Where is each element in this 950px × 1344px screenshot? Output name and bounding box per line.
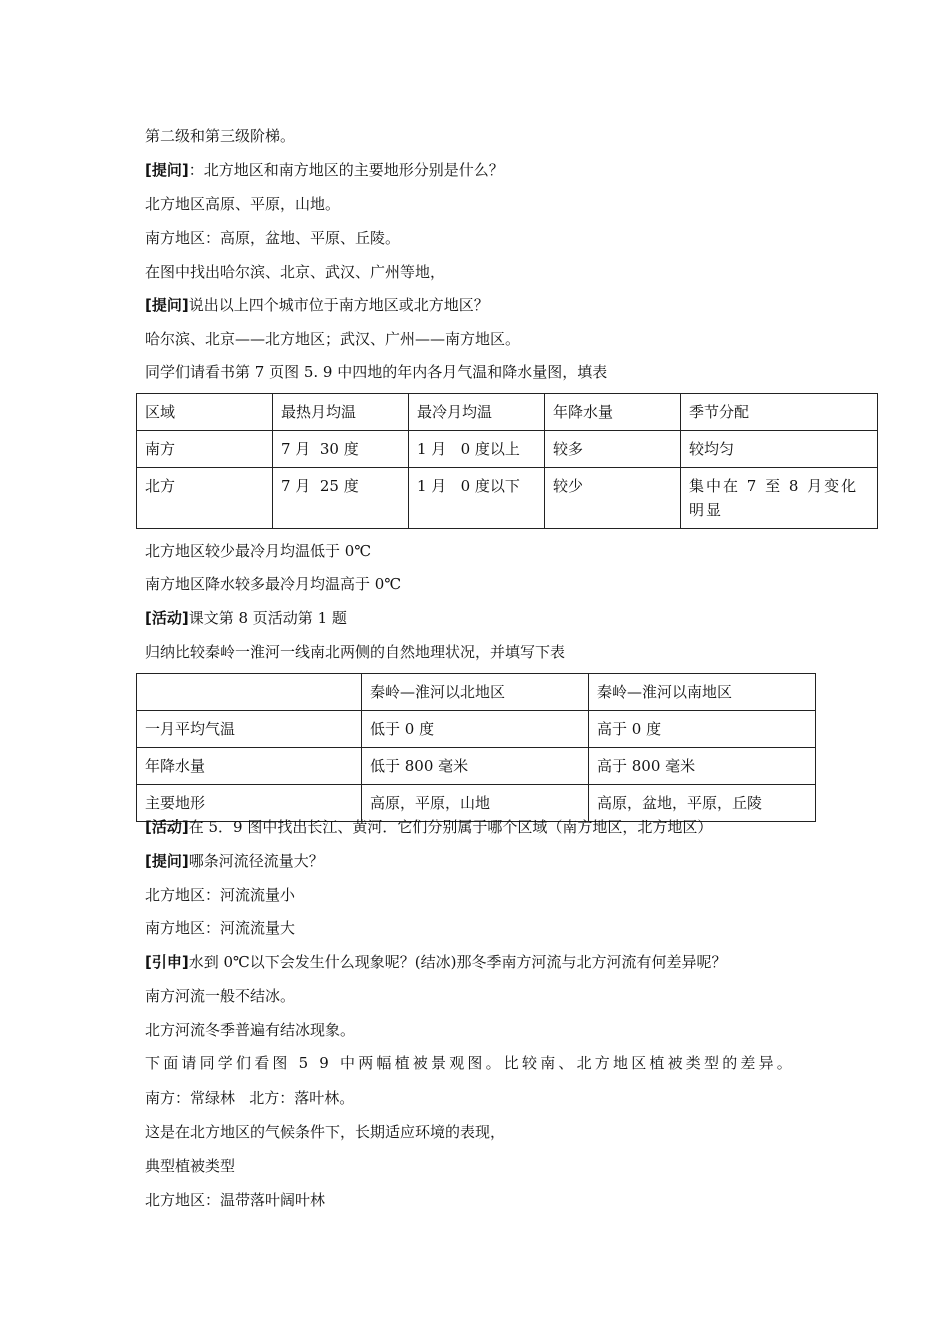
extension-tag: [引申] bbox=[145, 953, 189, 971]
instruction-vegetation: 下面请同学们看图 5 9 中两幅植被景观图。比较南、北方地区植被类型的差异。 bbox=[145, 1054, 795, 1072]
table-cell: 低于 0 度 bbox=[362, 711, 589, 748]
question-text: ：北方地区和南方地区的主要地形分别是什么？ bbox=[188, 161, 504, 179]
table-row bbox=[137, 748, 816, 785]
table-header-row bbox=[137, 394, 878, 431]
table-cell: 主要地形 bbox=[137, 785, 362, 822]
table-cell: 低于 800 毫米 bbox=[362, 748, 589, 785]
answer-north-vegetation: 北方地区：温带落叶阔叶林 bbox=[145, 1191, 326, 1209]
instruction-find-cities: 在图中找出哈尔滨、北京、武汉、广州等地， bbox=[145, 263, 446, 281]
table-cell: 7 月 25 度 bbox=[273, 468, 409, 529]
table-cell: 高原，平原，山地 bbox=[362, 785, 589, 822]
answer-north-runoff: 北方地区：河流流量小 bbox=[145, 886, 296, 904]
activity-text: 在 5．9 图中找出长江、黄河．它们分别属于哪个区域（南方地区，北方地区） bbox=[188, 818, 713, 836]
table-row bbox=[137, 711, 816, 748]
question-tag: [提问] bbox=[145, 296, 189, 314]
extension-text: 水到 0℃以下会发生什么现象呢？(结冰)那冬季南方河流与北方河流有何差异呢？ bbox=[188, 953, 727, 971]
paragraph-adaptation: 这是在北方地区的气候条件下，长期适应环境的表现， bbox=[145, 1123, 506, 1141]
table-cell: 7 月 30 度 bbox=[273, 431, 409, 468]
table-cell: 高于 800 毫米 bbox=[589, 748, 816, 785]
question-tag: [提问] bbox=[145, 852, 189, 870]
qinling-table bbox=[136, 673, 816, 822]
table-cell: 高原，盆地，平原，丘陵 bbox=[589, 785, 816, 822]
activity-1 bbox=[145, 608, 347, 628]
table-cell: 南方 bbox=[137, 431, 273, 468]
activity-tag: [活动] bbox=[145, 609, 189, 627]
summary-north: 北方地区较少最冷月均温低于 0℃ bbox=[145, 542, 372, 560]
table-cell: 较均匀 bbox=[681, 431, 878, 468]
answer-north-terrain: 北方地区高原、平原，山地。 bbox=[145, 195, 341, 213]
table-cell: 1 月 0 度以下 bbox=[409, 468, 545, 529]
table-row bbox=[137, 431, 878, 468]
answer-vegetation: 南方：常绿林 北方：落叶林。 bbox=[145, 1089, 355, 1107]
climate-table bbox=[136, 393, 878, 529]
answer-south-runoff: 南方地区：河流流量大 bbox=[145, 919, 296, 937]
answer-south-terrain: 南方地区：高原，盆地、平原、丘陵。 bbox=[145, 229, 401, 247]
header-cell: 秦岭—淮河以北地区 bbox=[362, 674, 589, 711]
activity-text: 课文第 8 页活动第 1 题 bbox=[188, 609, 347, 627]
table-row bbox=[137, 785, 816, 822]
answer-south-rivers: 南方河流一般不结冰。 bbox=[145, 987, 296, 1005]
header-cell: 区域 bbox=[137, 394, 273, 431]
table-cell: 较少 bbox=[545, 468, 681, 529]
question-text: 说出以上四个城市位于南方地区或北方地区？ bbox=[188, 296, 489, 314]
header-cell: 最热月均温 bbox=[273, 394, 409, 431]
question-terrain bbox=[145, 160, 504, 180]
table-row bbox=[137, 468, 878, 529]
instruction-fill-table: 同学们请看书第 7 页图 5. 9 中四地的年内各月气温和降水量图，填表 bbox=[145, 363, 608, 381]
summary-south: 南方地区降水较多最冷月均温高于 0℃ bbox=[145, 575, 402, 593]
header-cell bbox=[137, 674, 362, 711]
table-cell: 集中在 7 至 8 月变化明显 bbox=[681, 468, 878, 529]
heading-vegetation-type: 典型植被类型 bbox=[145, 1157, 236, 1175]
instruction-compare: 归纳比较秦岭一淮河一线南北两侧的自然地理状况，并填写下表 bbox=[145, 643, 566, 661]
header-cell: 年降水量 bbox=[545, 394, 681, 431]
header-cell: 季节分配 bbox=[681, 394, 878, 431]
question-cities bbox=[145, 295, 489, 315]
header-cell: 最冷月均温 bbox=[409, 394, 545, 431]
table-cell: 高于 0 度 bbox=[589, 711, 816, 748]
table-cell: 一月平均气温 bbox=[137, 711, 362, 748]
question-text: 哪条河流径流量大？ bbox=[188, 852, 324, 870]
table-cell: 1 月 0 度以上 bbox=[409, 431, 545, 468]
table-cell: 年降水量 bbox=[137, 748, 362, 785]
question-runoff bbox=[145, 851, 324, 871]
answer-north-rivers: 北方河流冬季普遍有结冰现象。 bbox=[145, 1021, 356, 1039]
activity-tag: [活动] bbox=[145, 818, 189, 836]
table-cell: 较多 bbox=[545, 431, 681, 468]
table-header-row bbox=[137, 674, 816, 711]
header-cell: 秦岭—淮河以南地区 bbox=[589, 674, 816, 711]
paragraph-step-note: 第二级和第三级阶梯。 bbox=[145, 127, 296, 145]
answer-cities: 哈尔滨、北京——北方地区；武汉、广州——南方地区。 bbox=[145, 330, 521, 348]
activity-2 bbox=[145, 817, 712, 837]
extension-freezing bbox=[145, 952, 727, 972]
question-tag: [提问] bbox=[145, 161, 189, 179]
table-cell: 北方 bbox=[137, 468, 273, 529]
